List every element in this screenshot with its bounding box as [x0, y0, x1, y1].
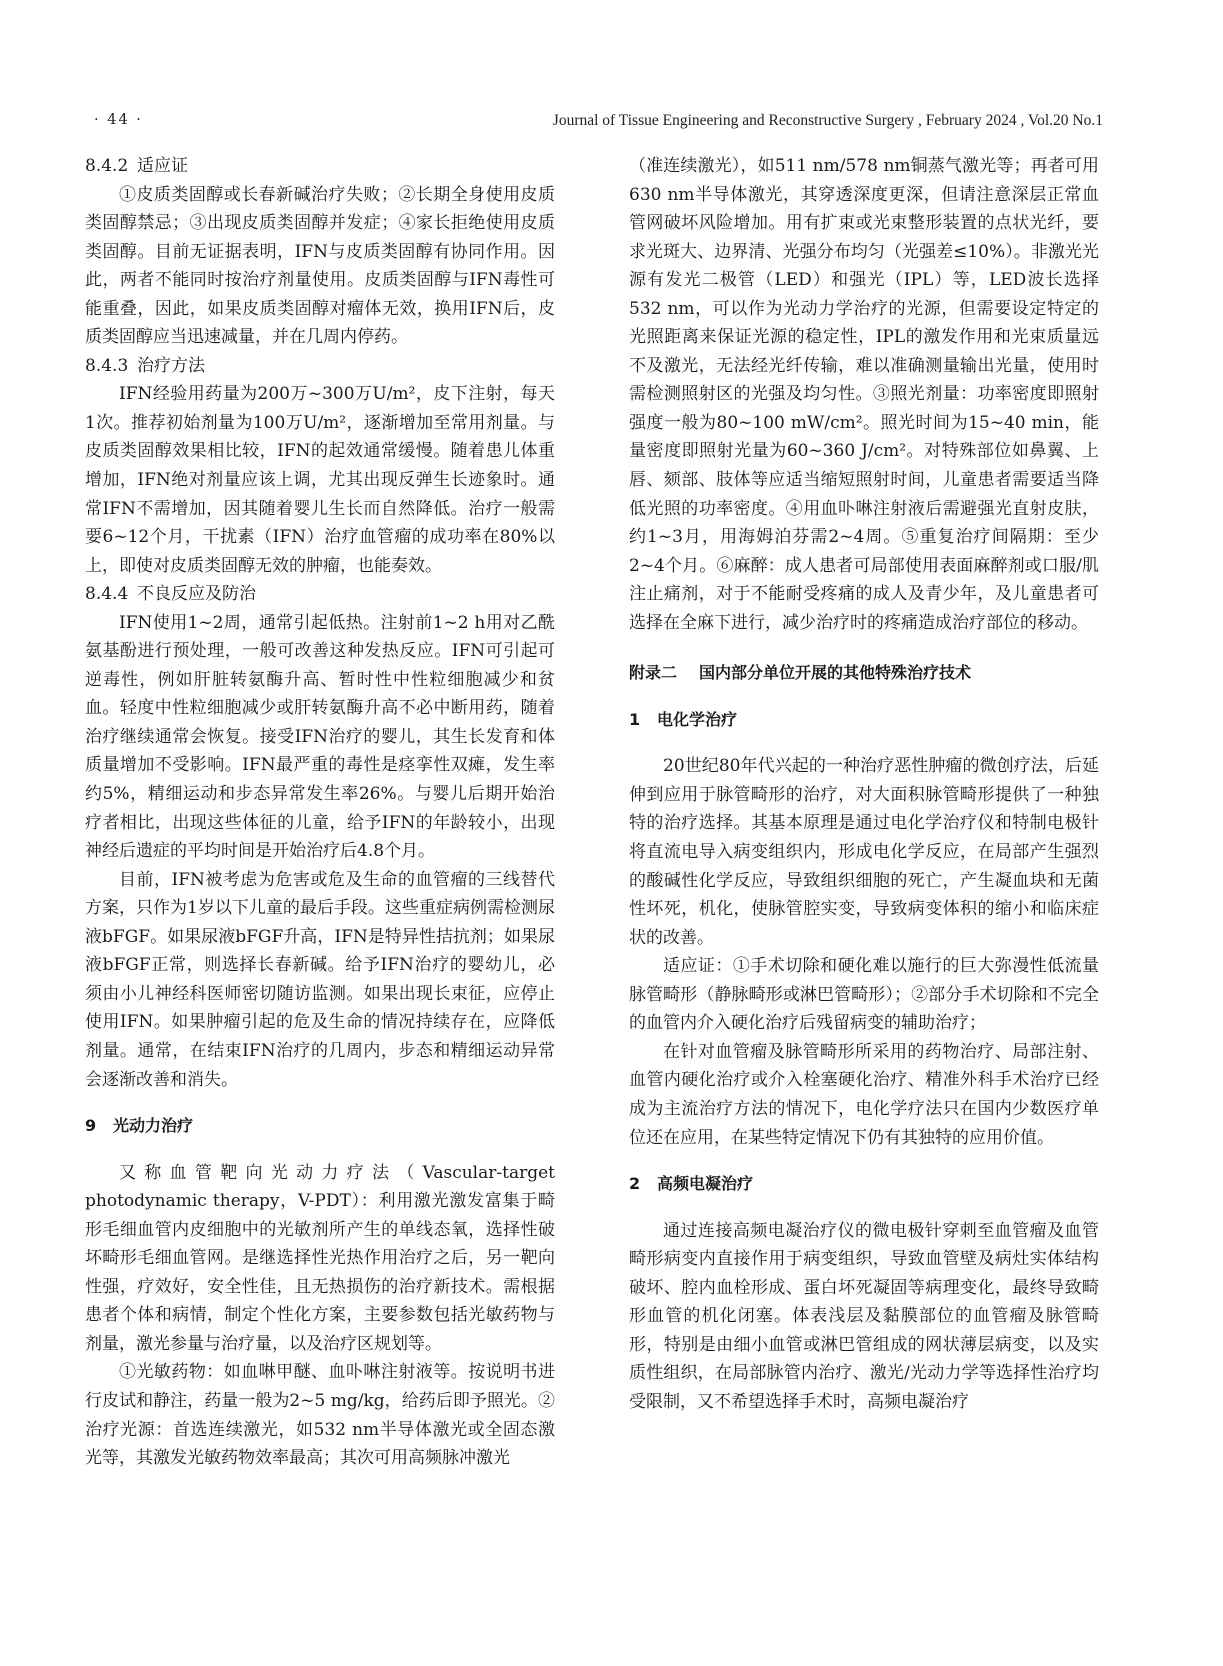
appendix-title: 国内部分单位开展的其他特殊治疗技术	[699, 663, 972, 683]
paragraph: 通过连接高频电凝治疗仪的微电极针穿刺至血管瘤及血管畸形病变内直接作用于病变组织，导致血管壁及病灶实体结构破坏、腔内血栓形成、蛋白坏死凝固等病理变化，最终导致畸形血管的机化闭塞。体表浅层及黏膜部位的血管瘤及脉管畸形，特别是由细小血管或淋巴管组成的网状薄层病变，以及实质性组织，在局部脉管内治疗、激光/光动力学等选择性治疗均受限制，又不希望选择手术时，高频电凝治疗	[629, 1220, 1099, 1412]
paragraph: （准连续激光），如511 nm/578 nm铜蒸气激光等；再者可用630 nm半导体激光，其穿透深度更深，但请注意深层正常血管网破坏风险增加。用有扩束或光束整形装置的点状光纤，要求光斑大、边界清、光强分布均匀（光强差≤10%）。非激光光源有发光二极管（LED）和强光（IPL）等，LED波长选择532 nm，可以作为光动力学治疗的光源，但需要设定特定的光照距离来保证光源的稳定性，IPL的激发作用和光束质量远不及激光，无法经光纤传输，难以准确测量输出光量，使用时需检测照射区的光强及均匀性。③照光剂量：功率密度即照射强度一般为80~100 mW/cm²。照光时间为15~40 min，能量密度即照射光量为60~360 J/cm²。对特殊部位如鼻翼、上唇、颏部、肢体等应适当缩短照射时间，儿童患者需要适当降低光照的功率密度。④用血卟啉注射液后需避强光直射皮肤，约1~3月，用海姆泊芬需2~4周。⑤重复治疗间隔期：至少2~4个月。⑥麻醉：成人患者可局部使用表面麻醉剂或口服/肌注止痛剂，对于不能耐受疼痛的成人及青少年，及儿童患者可选择在全麻下进行，减少治疗时的疼痛造成治疗部位的移动。	[629, 156, 1099, 633]
section-title: 电化学治疗	[657, 709, 738, 729]
section-title: 高频电凝治疗	[657, 1174, 754, 1194]
section-heading-2	[629, 1170, 1099, 1199]
subsection-number: 8.4.3	[85, 355, 129, 376]
paragraph: 又称血管靶向光动力疗法（Vascular-target photodynamic therapy，V-PDT）：利用激光激发富集于畸形毛细血管内皮细胞中的光敏剂所产生的单线态氧，选择性破坏畸形毛细血管网。是继选择性光热作用治疗之后，另一靶向性强，疗效好，安全性佳，且无热损伤的治疗新技术。需根据患者个体和病情，制定个性化方案，主要参数包括光敏药物与剂量，激光参量与治疗量，以及治疗区规划等。	[85, 1162, 555, 1354]
section-number: 1	[629, 709, 641, 729]
right-column	[629, 152, 1099, 1416]
section-heading-9	[85, 1112, 555, 1141]
appendix-label: 附录二	[629, 663, 678, 683]
subsection-heading-8-4-3	[85, 352, 555, 381]
left-column	[85, 152, 555, 1473]
subsection-heading-8-4-2	[85, 152, 555, 181]
paragraph: ①皮质类固醇或长春新碱治疗失败；②长期全身使用皮质类固醇禁忌；③出现皮质类固醇并发症；④家长拒绝使用皮质类固醇。目前无证据表明，IFN与皮质类固醇有协同作用。因此，两者不能同时按治疗剂量使用。皮质类固醇与IFN毒性可能重叠，因此，如果皮质类固醇对瘤体无效，换用IFN后，皮质类固醇应当迅速减量，并在几周内停药。	[85, 184, 555, 348]
paragraph: 目前，IFN被考虑为危害或危及生命的血管瘤的三线替代方案，只作为1岁以下儿童的最后手段。这些重症病例需检测尿液bFGF。如果尿液bFGF升高，IFN是特异性拮抗剂；如果尿液bFGF正常，则选择长春新碱。给予IFN治疗的婴幼儿，必须由小儿神经科医师密切随访监测。如果出现长束征，应停止使用IFN。如果肿瘤引起的危及生命的情况持续存在，应降低剂量。通常，在结束IFN治疗的几周内，步态和精细运动异常会逐渐改善和消失。	[85, 869, 555, 1090]
section-heading-1	[629, 706, 1099, 735]
subsection-heading-8-4-4	[85, 580, 555, 609]
paragraph: IFN经验用药量为200万~300万U/m²，皮下注射，每天1次。推荐初始剂量为100万U/m²，逐渐增加至常用剂量。与皮质类固醇效果相比较，IFN的起效通常缓慢。随着患儿体重增加，IFN绝对剂量应该上调，尤其出现反弹生长迹象时。通常IFN不需增加，因其随着婴儿生长而自然降低。治疗一般需要6~12个月，干扰素（IFN）治疗血管瘤的成功率在80%以上，即使对皮质类固醇无效的肿瘤，也能奏效。	[85, 384, 555, 576]
appendix-heading	[629, 659, 1099, 688]
journal-citation: Journal of Tissue Engineering and Reconstructive Surgery , February 2024 , Vol.20 No.1	[552, 112, 1103, 129]
subsection-number: 8.4.2	[85, 156, 129, 176]
paragraph: ①光敏药物：如血啉甲醚、血卟啉注射液等。按说明书进行皮试和静注，药量一般为2~5 mg/kg，给药后即予照光。②治疗光源：首选连续激光，如532 nm半导体激光或全固态激光等，其激发光敏药物效率最高；其次可用高频脉冲激光	[85, 1362, 555, 1469]
subsection-title: 不良反应及防治	[137, 584, 256, 605]
paragraph: 20世纪80年代兴起的一种治疗恶性肿瘤的微创疗法，后延伸到应用于脉管畸形的治疗，对大面积脉管畸形提供了一种独特的治疗选择。其基本原理是通过电化学治疗仪和特制电极针将直流电导入病变组织内，形成电化学反应，在局部产生强烈的酸碱性化学反应，导致组织细胞的死亡，产生凝血块和无菌性坏死，机化，使脉管腔实变，导致病变体积的缩小和临床症状的改善。	[629, 756, 1099, 948]
section-number: 2	[629, 1174, 641, 1194]
paragraph: IFN使用1~2周，通常引起低热。注射前1~2 h用对乙酰氨基酚进行预处理，一般可改善这种发热反应。IFN可引起可逆毒性，例如肝脏转氨酶升高、暂时性中性粒细胞减少和贫血。轻度中性粒细胞减少或肝转氨酶升高不必中断用药，随着治疗继续通常会恢复。接受IFN治疗的婴儿，其生长发育和体质量增加不受影响。IFN最严重的毒性是痉挛性双瘫，发生率约5%，精细运动和步态异常发生率26%。与婴儿后期开始治疗者相比，出现这些体征的儿童，给予IFN的年龄较小，出现神经后遗症的平均时间是开始治疗后4.8个月。	[85, 612, 555, 862]
page-number: · 44 ·	[94, 112, 143, 128]
paragraph: 适应证：①手术切除和硬化难以施行的巨大弥漫性低流量脉管畸形（静脉畸形或淋巴管畸形）；②部分手术切除和不完全的血管内介入硬化治疗后残留病变的辅助治疗；	[629, 956, 1099, 1034]
subsection-title: 适应证	[137, 156, 188, 176]
section-number: 9	[85, 1116, 97, 1136]
running-header	[88, 112, 1103, 136]
subsection-number: 8.4.4	[85, 584, 129, 605]
paragraph: 在针对血管瘤及脉管畸形所采用的药物治疗、局部注射、血管内硬化治疗或介入栓塞硬化治疗、精准外科手术治疗已经成为主流治疗方法的情况下，电化学疗法只在国内少数医疗单位还在应用，在某些特定情况下仍有其独特的应用价值。	[629, 1041, 1099, 1148]
subsection-title: 治疗方法	[137, 355, 205, 376]
section-title: 光动力治疗	[113, 1116, 194, 1136]
